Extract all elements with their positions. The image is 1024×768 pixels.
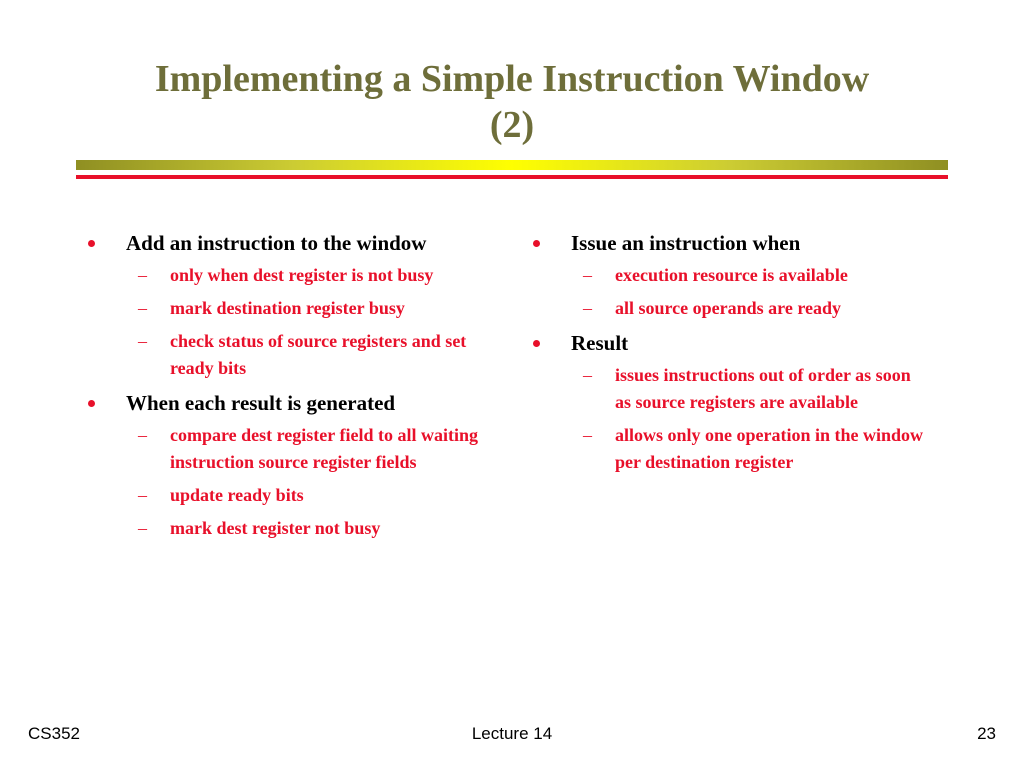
footer-lecture: Lecture 14 — [471, 724, 553, 743]
bullet-dot-icon — [533, 340, 540, 347]
list-item — [531, 228, 931, 322]
sub-list-item — [126, 262, 486, 289]
list-item — [531, 328, 931, 476]
dash-icon: – — [138, 331, 147, 351]
slide-title-line2: (2) — [489, 104, 535, 146]
bullet-dot-icon — [533, 240, 540, 247]
slide-title-line1: Implementing a Simple Instruction Window — [154, 58, 870, 100]
sub-list — [126, 262, 486, 382]
sub-list-item — [571, 362, 931, 416]
sub-list-item — [571, 422, 931, 476]
dash-icon: – — [583, 425, 592, 445]
sub-list — [126, 422, 486, 542]
left-column — [86, 228, 486, 548]
sub-list-item — [126, 515, 486, 542]
dash-icon: – — [138, 518, 147, 538]
sub-item-text: mark destination register busy — [170, 298, 405, 318]
sub-list — [571, 362, 931, 476]
sub-list-item — [126, 328, 486, 382]
footer-course: CS352 — [28, 724, 80, 743]
left-bullet-list — [86, 228, 486, 542]
bullet-text: Add an instruction to the window — [126, 231, 427, 255]
bullet-text: Issue an instruction when — [571, 231, 801, 255]
dash-icon: – — [138, 265, 147, 285]
right-column — [531, 228, 931, 482]
sub-list-item — [126, 482, 486, 509]
sub-item-text: allows only one operation in the window per destination register — [615, 425, 924, 472]
bullet-text: Result — [571, 331, 629, 355]
sub-item-text: mark dest register not busy — [170, 518, 381, 538]
dash-icon: – — [583, 365, 592, 385]
sub-item-text: all source operands are ready — [615, 298, 841, 318]
right-bullet-list — [531, 228, 931, 476]
bullet-dot-icon — [88, 240, 95, 247]
sub-list-item — [126, 295, 486, 322]
bullet-text: When each result is generated — [126, 391, 396, 415]
dash-icon: – — [138, 298, 147, 318]
footer-page-number: 23 — [977, 724, 996, 743]
sub-item-text: issues instructions out of order as soon as source registers are available — [615, 365, 911, 412]
sub-list-item — [571, 295, 931, 322]
slide-title — [60, 56, 964, 148]
dash-icon: – — [138, 425, 147, 445]
sub-item-text: check status of source registers and set ready bits — [170, 331, 467, 378]
sub-list-item — [571, 262, 931, 289]
title-rule-red — [76, 175, 948, 179]
dash-icon: – — [138, 485, 147, 505]
sub-list-item — [126, 422, 486, 476]
sub-item-text: only when dest register is not busy — [170, 265, 434, 285]
sub-item-text: compare dest register field to all waiting instruction source register fields — [170, 425, 478, 472]
sub-item-text: execution resource is available — [615, 265, 848, 285]
list-item — [86, 388, 486, 542]
sub-item-text: update ready bits — [170, 485, 304, 505]
title-rule-gold — [76, 160, 948, 170]
list-item — [86, 228, 486, 382]
dash-icon: – — [583, 265, 592, 285]
bullet-dot-icon — [88, 400, 95, 407]
dash-icon: – — [583, 298, 592, 318]
sub-list — [571, 262, 931, 322]
